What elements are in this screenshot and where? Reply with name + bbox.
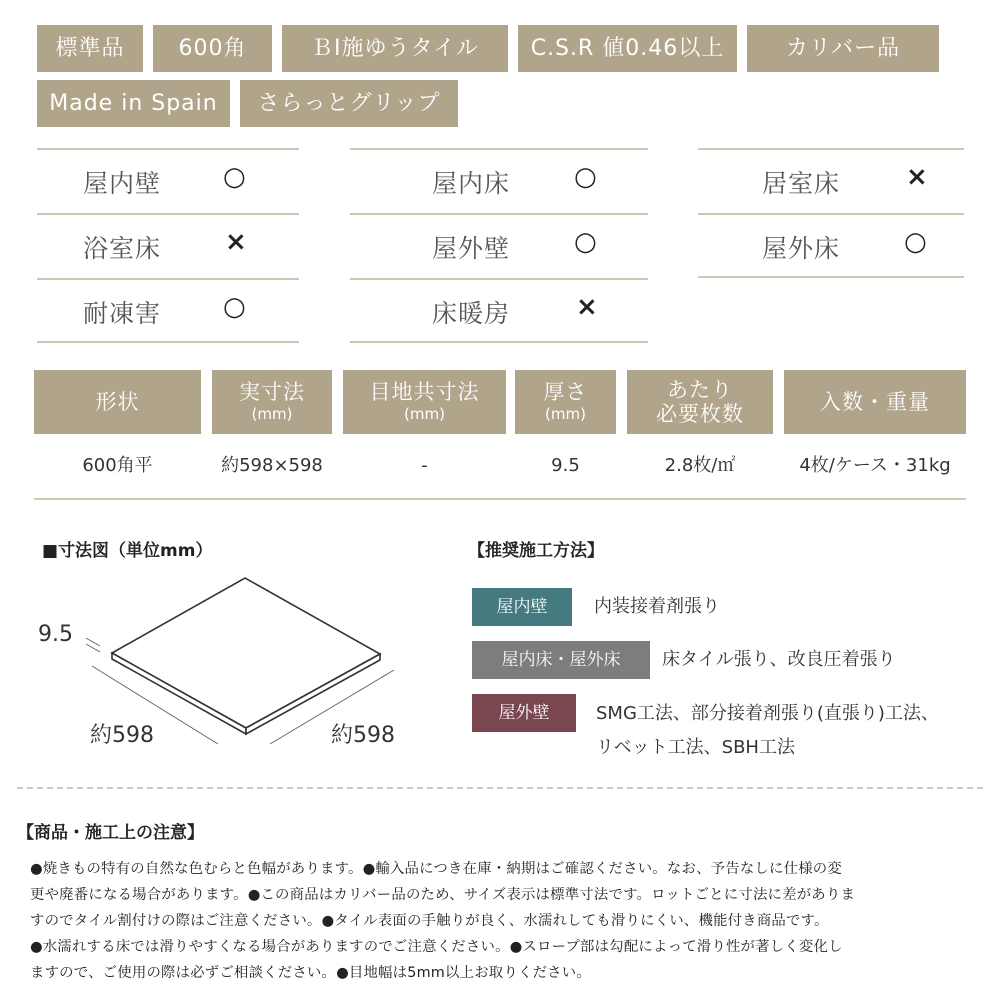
tag-grip: さらっとグリップ	[240, 80, 458, 127]
tile-top-face	[112, 578, 380, 728]
spec-cell-actual-size: 約598×598	[221, 455, 323, 476]
spec-header-title-2: 必要枚数	[656, 402, 744, 426]
tag-csr: C.S.R 値0.46以上	[518, 25, 737, 72]
usage-label: 居室床	[762, 169, 841, 198]
spec-header-title: 形状	[95, 390, 140, 414]
spec-header-sub: (mm)	[404, 405, 445, 423]
spec-header-quantity-weight	[784, 370, 966, 434]
note-line: ますので、ご使用の際は必ずご相談ください。●目地幅は5mm以上お取りください。	[30, 965, 591, 981]
tag-origin: Made in Spain	[37, 80, 230, 127]
usage-mark: ×	[906, 162, 928, 192]
note-line: すのでタイル割付けの際はご注意ください。●タイル表面の手触りが良く、水濡れしても滑りにくい、機能付き商品です。	[30, 913, 829, 929]
spec-header-sub: (mm)	[251, 405, 293, 423]
tag-size: 600角	[153, 25, 272, 72]
usage-column-2	[350, 148, 648, 343]
notes-body	[30, 856, 975, 986]
method-badge-floor: 屋内床・屋外床	[472, 641, 650, 679]
section-divider	[17, 787, 983, 789]
spec-cell-shape: 600角平	[82, 455, 153, 476]
thickness-label: 9.5	[38, 622, 73, 647]
usage-cell	[350, 148, 648, 213]
usage-mark: ×	[576, 292, 598, 322]
method-text-indoor-wall: 内装接着剤張り	[594, 596, 720, 617]
usage-cell	[698, 213, 964, 278]
usage-label: 床暖房	[432, 299, 511, 328]
usage-mark: ○	[574, 162, 597, 192]
tag-standard: 標準品	[37, 25, 143, 72]
usage-label: 耐凍害	[83, 299, 162, 328]
usage-mark: ○	[223, 292, 246, 322]
spec-header-title: あたり	[667, 378, 733, 402]
method-badge-indoor-wall: 屋内壁	[472, 588, 572, 626]
usage-column-1	[37, 148, 299, 343]
usage-cell	[350, 278, 648, 343]
note-line: ●水濡れする床では滑りやすくなる場合がありますのでご注意ください。●スロープ部は勾配によって滑り性が著しく変化し	[30, 939, 843, 955]
spec-header-title: 目地共寸法	[369, 380, 480, 404]
usage-cell	[37, 148, 299, 213]
tag-caliber: カリバー品	[747, 25, 939, 72]
spec-header-thickness	[515, 370, 616, 434]
usage-label: 屋内床	[432, 169, 511, 198]
width-label: 約598	[90, 723, 154, 748]
usage-column-3	[698, 148, 964, 343]
method-text-floor: 床タイル張り、改良圧着張り	[662, 649, 896, 670]
spec-cell-quantity-weight: 4枚/ケース・31kg	[799, 455, 951, 476]
usage-cell	[698, 148, 964, 213]
spec-header-pieces-per-area	[627, 370, 773, 434]
depth-label: 約598	[331, 723, 395, 748]
usage-label: 屋外床	[762, 234, 841, 263]
spec-header-title: 実寸法	[239, 380, 305, 404]
spec-header-sub: (mm)	[545, 405, 586, 423]
spec-header-joint-size	[343, 370, 506, 434]
spec-header-actual-size	[212, 370, 332, 434]
usage-cell	[350, 213, 648, 278]
usage-label: 屋外壁	[432, 234, 511, 263]
spec-table	[34, 370, 966, 500]
feature-tags	[37, 25, 957, 135]
usage-mark: ○	[574, 227, 597, 257]
method-badge-outdoor-wall: 屋外壁	[472, 694, 576, 732]
usage-label: 浴室床	[83, 234, 162, 263]
methods-title: 【推奨施工方法】	[468, 541, 604, 561]
spec-data-row	[34, 434, 966, 500]
dimension-title: ■寸法図（単位mm）	[42, 541, 213, 561]
usage-mark: ×	[225, 227, 247, 257]
method-text-outdoor-wall-1: SMG工法、部分接着剤張り(直張り)工法、	[596, 703, 939, 724]
spec-header-title: 入数・重量	[820, 390, 930, 414]
usage-label: 屋内壁	[83, 169, 162, 198]
spec-cell-thickness: 9.5	[551, 455, 580, 476]
method-text-outdoor-wall-2: リベット工法、SBH工法	[596, 737, 795, 758]
note-line: 更や廃番になる場合があります。●この商品はカリバー品のため、サイズ表示は標準寸法です。ロットごとに寸法に差がありま	[30, 887, 856, 903]
spec-cell-joint-size: -	[421, 455, 428, 476]
usage-mark: ○	[904, 227, 927, 257]
tag-row-1	[37, 25, 957, 72]
spec-header-shape	[34, 370, 201, 434]
notes-title: 【商品・施工上の注意】	[17, 823, 204, 843]
usage-grid	[37, 148, 965, 343]
spec-cell-pieces-per-area: 2.8枚/㎡	[664, 455, 736, 476]
spec-header-title: 厚さ	[543, 380, 588, 404]
usage-mark: ○	[223, 162, 246, 192]
tag-row-2	[37, 80, 957, 127]
note-line: ●焼きもの特有の自然な色むらと色幅があります。●輸入品につき在庫・納期はご確認ください。なお、予告なしに仕様の変	[30, 861, 842, 877]
usage-cell	[37, 278, 299, 343]
usage-cell	[37, 213, 299, 278]
tag-glaze: ＢⅠ施ゆうタイル	[282, 25, 508, 72]
spec-header-row	[34, 370, 966, 434]
